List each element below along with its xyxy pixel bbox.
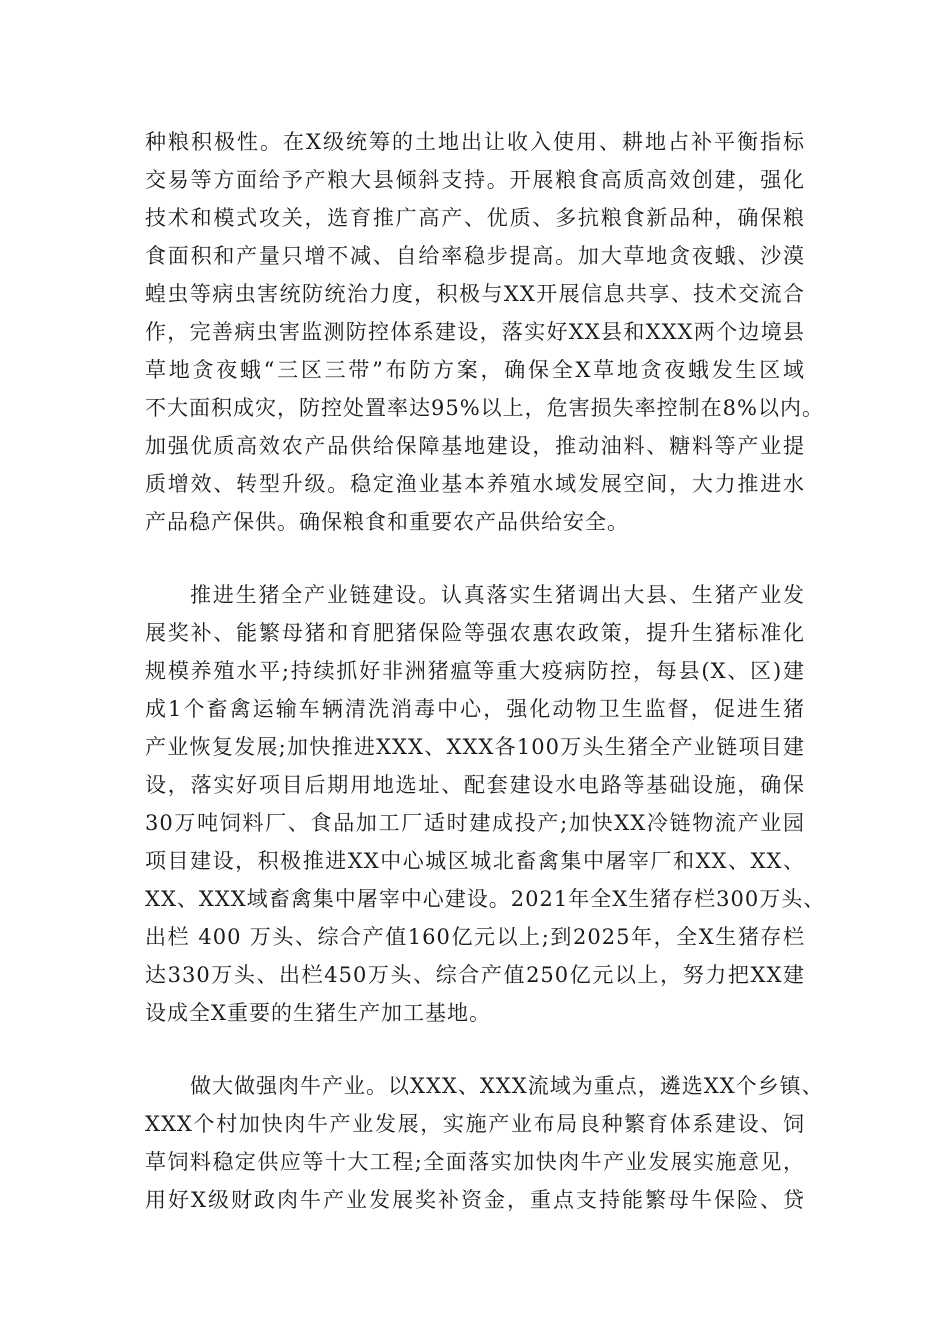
text-line: 产业恢复发展;加快推进XXX、XXX各100万头生猪全产业链项目建 — [145, 735, 805, 759]
document-body — [145, 123, 826, 1219]
text-line: 成1个畜禽运输车辆清洗消毒中心，强化动物卫生监督，促进生猪 — [145, 697, 805, 721]
text-line: XX、XXX域畜禽集中屠宰中心建设。2021年全X生猪存栏300万头、 — [145, 887, 826, 911]
text-line: 用好X级财政肉牛产业发展奖补资金，重点支持能繁母牛保险、贷 — [145, 1188, 805, 1212]
text-line: 质增效、转型升级。稳定渔业基本养殖水域发展空间，大力推进水 — [145, 472, 805, 496]
text-line: 技术和模式攻关，选育推广高产、优质、多抗粮食新品种，确保粮 — [145, 206, 805, 230]
paragraph-grain-security — [145, 123, 824, 541]
text-line: 蝗虫等病虫害统防统治力度，积极与XX开展信息共享、技术交流合 — [145, 282, 805, 306]
text-line: 出栏 400 万头、综合产值160亿元以上;到2025年，全X生猪存栏 — [145, 925, 805, 949]
text-line: 不大面积成灾，防控处置率达95%以上，危害损失率控制在8%以内。 — [145, 396, 824, 420]
text-line: 设，落实好项目后期用地选址、配套建设水电路等基础设施，确保 — [145, 773, 805, 797]
text-line: XXX个村加快肉牛产业发展，实施产业布局良种繁育体系建设、饲 — [145, 1112, 805, 1136]
text-line-first-indent: 做大做强肉牛产业。以XXX、XXX流域为重点，遴选XX个乡镇、 — [190, 1074, 824, 1098]
text-line: 达330万头、出栏450万头、综合产值250亿元以上，努力把XX建 — [145, 963, 805, 987]
text-line-first-indent: 推进生猪全产业链建设。认真落实生猪调出大县、生猪产业发 — [190, 583, 805, 607]
text-line: 交易等方面给予产粮大县倾斜支持。开展粮食高质高效创建，强化 — [145, 168, 805, 192]
text-line: 食面积和产量只增不减、自给率稳步提高。加大草地贪夜蛾、沙漠 — [145, 244, 805, 268]
text-line: 草地贪夜蛾“三区三带”布防方案，确保全X草地贪夜蛾发生区域 — [145, 358, 805, 382]
text-line: 规模养殖水平;持续抓好非洲猪瘟等重大疫病防控，每县(X、区)建 — [145, 659, 805, 683]
paragraph-beef-cattle — [145, 1067, 824, 1219]
text-line: 作，完善病虫害监测防控体系建设，落实好XX县和XXX两个边境县 — [145, 320, 805, 344]
paragraph-spacer — [145, 541, 805, 576]
text-line: 加强优质高效农产品供给保障基地建设，推动油料、糖料等产业提 — [145, 434, 805, 458]
text-line: 产品稳产保供。确保粮食和重要农产品供给安全。 — [145, 510, 629, 534]
text-line: 草饲料稳定供应等十大工程;全面落实加快肉牛产业发展实施意见， — [145, 1150, 805, 1174]
text-line: 展奖补、能繁母猪和育肥猪保险等强农惠农政策，提升生猪标准化 — [145, 621, 805, 645]
paragraph-spacer — [145, 1032, 805, 1067]
text-line: 设成全X重要的生猪生产加工基地。 — [145, 1001, 491, 1025]
text-line: 30万吨饲料厂、食品加工厂适时建成投产;加快XX冷链物流产业园 — [145, 811, 805, 835]
text-line: 项目建设，积极推进XX中心城区城北畜禽集中屠宰厂和XX、XX、 — [145, 849, 805, 873]
paragraph-pig-industry — [145, 576, 826, 1032]
text-line: 种粮积极性。在X级统筹的土地出让收入使用、耕地占补平衡指标 — [145, 130, 805, 154]
